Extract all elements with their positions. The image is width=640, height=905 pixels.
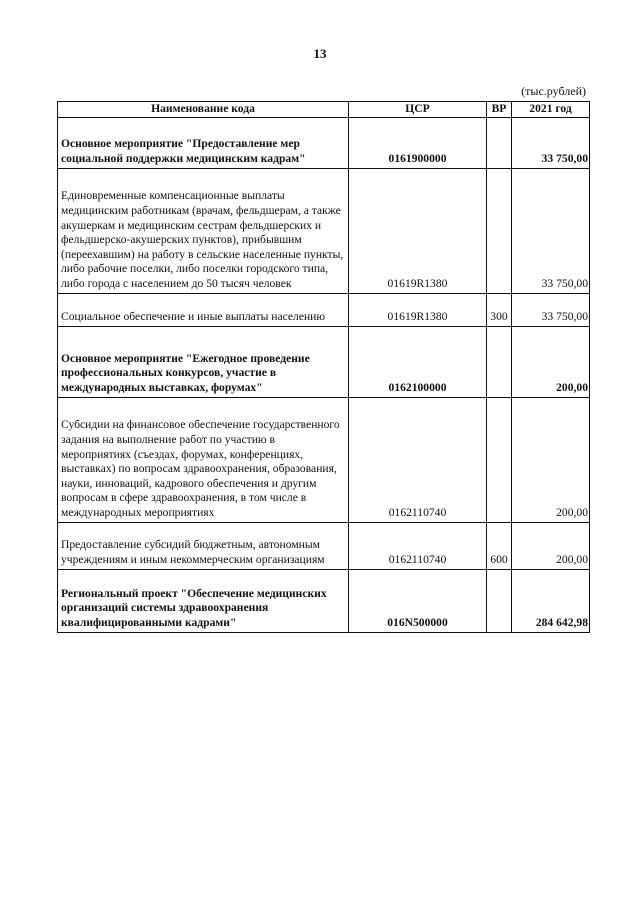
row-csr: 01619R1380 bbox=[349, 168, 487, 293]
row-vr: 600 bbox=[487, 522, 512, 569]
row-amount: 200,00 bbox=[512, 397, 590, 522]
row-name: Региональный проект "Обеспечение медицинских организаций системы здравоохранения квалифицированными кадрами" bbox=[58, 569, 349, 632]
row-vr: 300 bbox=[487, 293, 512, 326]
row-vr bbox=[487, 569, 512, 632]
unit-label: (тыс.рублей) bbox=[521, 84, 586, 98]
row-name: Социальное обеспечение и иные выплаты населению bbox=[58, 293, 349, 326]
table-row bbox=[58, 397, 590, 522]
row-vr bbox=[487, 168, 512, 293]
row-vr bbox=[487, 326, 512, 397]
row-amount: 33 750,00 bbox=[512, 168, 590, 293]
row-csr: 0161900000 bbox=[349, 117, 487, 168]
table-row bbox=[58, 569, 590, 632]
table-row bbox=[58, 293, 590, 326]
row-name: Предоставление субсидий бюджетным, автономным учреждениям и иным некоммерческим организациям bbox=[58, 522, 349, 569]
header-csr: ЦСР bbox=[349, 102, 487, 118]
table-row bbox=[58, 117, 590, 168]
row-name: Основное мероприятие "Предоставление мер социальной поддержки медицинским кадрам" bbox=[58, 117, 349, 168]
row-amount: 284 642,98 bbox=[512, 569, 590, 632]
table-header-row bbox=[58, 102, 590, 118]
row-csr: 01619R1380 bbox=[349, 293, 487, 326]
table-row bbox=[58, 168, 590, 293]
row-amount: 33 750,00 bbox=[512, 293, 590, 326]
row-vr bbox=[487, 397, 512, 522]
budget-table bbox=[57, 101, 590, 633]
row-name: Единовременные компенсационные выплаты медицинским работникам (врачам, фельдшерам, а также акушеркам и медицинским сестрам фельдшерских и фельдшерско-акушерских пунктов), прибывшим (переехавшим) на работу в сельские населенные пункты, либо рабочие поселки, либо поселки городского типа, либо города с населением до 50 тысяч человек bbox=[58, 168, 349, 293]
row-amount: 33 750,00 bbox=[512, 117, 590, 168]
row-amount: 200,00 bbox=[512, 522, 590, 569]
row-csr: 0162110740 bbox=[349, 522, 487, 569]
header-year: 2021 год bbox=[512, 102, 590, 118]
table-row bbox=[58, 522, 590, 569]
header-name: Наименование кода bbox=[58, 102, 349, 118]
table-row bbox=[58, 326, 590, 397]
row-csr: 0162100000 bbox=[349, 326, 487, 397]
header-vr: ВР bbox=[487, 102, 512, 118]
row-csr: 0162110740 bbox=[349, 397, 487, 522]
row-name: Основное мероприятие "Ежегодное проведение профессиональных конкурсов, участие в международных выставках, форумах" bbox=[58, 326, 349, 397]
row-amount: 200,00 bbox=[512, 326, 590, 397]
row-name: Субсидии на финансовое обеспечение государственного задания на выполнение работ по участию в мероприятиях (съездах, форумах, конференциях, выставках) по вопросам здравоохранения, образования, науки, инноваций, кадрового обеспечения и другим вопросам в сфере здравоохранения, в том числе в международных мероприятиях bbox=[58, 397, 349, 522]
page-number: 13 bbox=[313, 46, 327, 61]
row-vr bbox=[487, 117, 512, 168]
row-csr: 016N500000 bbox=[349, 569, 487, 632]
